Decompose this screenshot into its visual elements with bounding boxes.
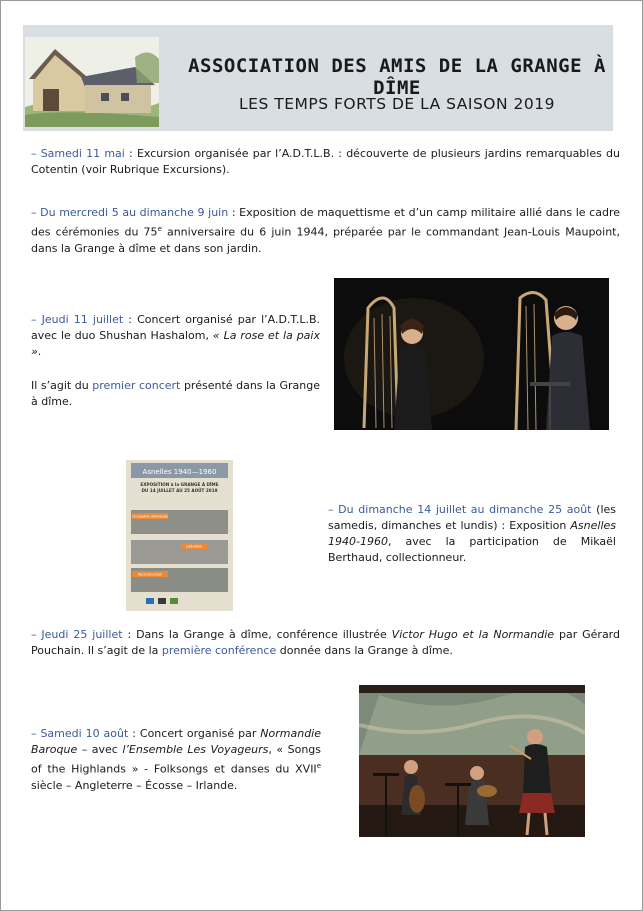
event-date: Du dimanche 14 juillet au dimanche 25 août — [338, 503, 592, 516]
event-text: . — [37, 345, 42, 358]
event-italic-title: « La rose et la paix » — [31, 329, 320, 358]
event-text: : Concert organisé par l’A.D.T.L.B. avec le duo Shushan Hashalom, — [31, 313, 320, 342]
dash-bullet: – — [31, 727, 37, 740]
event-item — [31, 627, 620, 659]
event-text: (les samedis, dimanches et lundis) : Exposition — [328, 503, 617, 532]
baroque-ensemble-photo — [359, 685, 585, 837]
event-item — [31, 205, 620, 257]
event-text: : Excursion organisée par l’A.D.T.L.B. : découverte de plusieurs jardins remarquables du Cotentin (voir Rubrique Excursions). — [31, 147, 620, 176]
page-subtitle: LES TEMPS FORTS DE LA SAISON 2019 — [239, 95, 555, 113]
dash-bullet: – — [31, 147, 37, 160]
event-text: , « Songs of the Highlands » - Folksongs et danses du XVII — [31, 743, 322, 776]
poster-line: DU 14 JUILLET AU 25 AOÛT 2019 — [141, 488, 218, 493]
event-text: : Exposition de maquettisme et d’un camp militaire allié dans le cadre des cérémonies du 75 — [31, 206, 621, 239]
poster-line: EXPOSITION à la GRANGE À DÎME — [140, 482, 219, 487]
page-title: ASSOCIATION DES AMIS DE LA GRANGE À DÎME — [188, 55, 606, 99]
event-text: anniversaire du 6 juin 1944, préparée par le commandant Jean-Louis Maupoint, dans la Grange à dîme et dans son jardin. — [31, 225, 620, 255]
superscript: e — [316, 762, 321, 770]
event-item — [31, 726, 321, 794]
poster-caption: Libération — [185, 544, 203, 549]
event-text: : Concert organisé par — [128, 727, 261, 740]
event-date: Samedi 10 août — [40, 727, 129, 740]
dash-bullet: – — [31, 313, 37, 326]
event-highlight: première conférence — [161, 644, 277, 657]
event-item — [328, 502, 616, 566]
event-text: donnée dans la Grange à dîme. — [276, 644, 453, 657]
event-text: : Dans la Grange à dîme, conférence illustrée — [122, 628, 392, 641]
event-date: Jeudi 25 juillet — [41, 628, 123, 641]
superscript: e — [157, 225, 162, 233]
event-item — [31, 312, 320, 410]
poster-title: Asnelles 1940—1960 — [142, 468, 217, 476]
event-text: présenté dans la Grange à dîme. — [31, 379, 320, 408]
harp-duo-photo — [334, 278, 609, 430]
event-italic-title: Normandie Baroque — [31, 727, 321, 756]
barn-watercolor-image — [25, 37, 159, 127]
event-text: , avec la participation de Mikaël Berthaud, collectionneur. — [328, 535, 616, 564]
poster-caption: Reconstruction — [138, 572, 162, 577]
event-italic-title: Asnelles 1940-1960 — [328, 519, 616, 548]
event-text: Il s’agit du — [31, 379, 93, 392]
event-text: par Gérard Pouchain. Il s’agit de la — [31, 628, 620, 657]
dash-bullet: – — [31, 206, 37, 219]
event-italic-title: l’Ensemble Les Voyageurs — [122, 743, 269, 756]
event-item — [31, 146, 620, 178]
dash-bullet: – — [328, 503, 334, 516]
event-text: siècle – Angleterre – Écosse – Irlande. — [31, 778, 238, 792]
poster-caption: Occupation allemande — [132, 514, 168, 519]
event-date: Jeudi 11 juillet — [41, 313, 124, 326]
header-banner — [23, 25, 613, 131]
event-highlight: premier concert — [92, 379, 181, 392]
dash-bullet: – — [31, 628, 37, 641]
event-date: Samedi 11 mai — [40, 147, 125, 160]
event-text: – avec — [77, 743, 123, 756]
event-date: Du mercredi 5 au dimanche 9 juin — [40, 206, 229, 219]
event-italic-title: Victor Hugo et la Normandie — [391, 628, 555, 641]
exhibition-poster-image — [126, 460, 233, 611]
